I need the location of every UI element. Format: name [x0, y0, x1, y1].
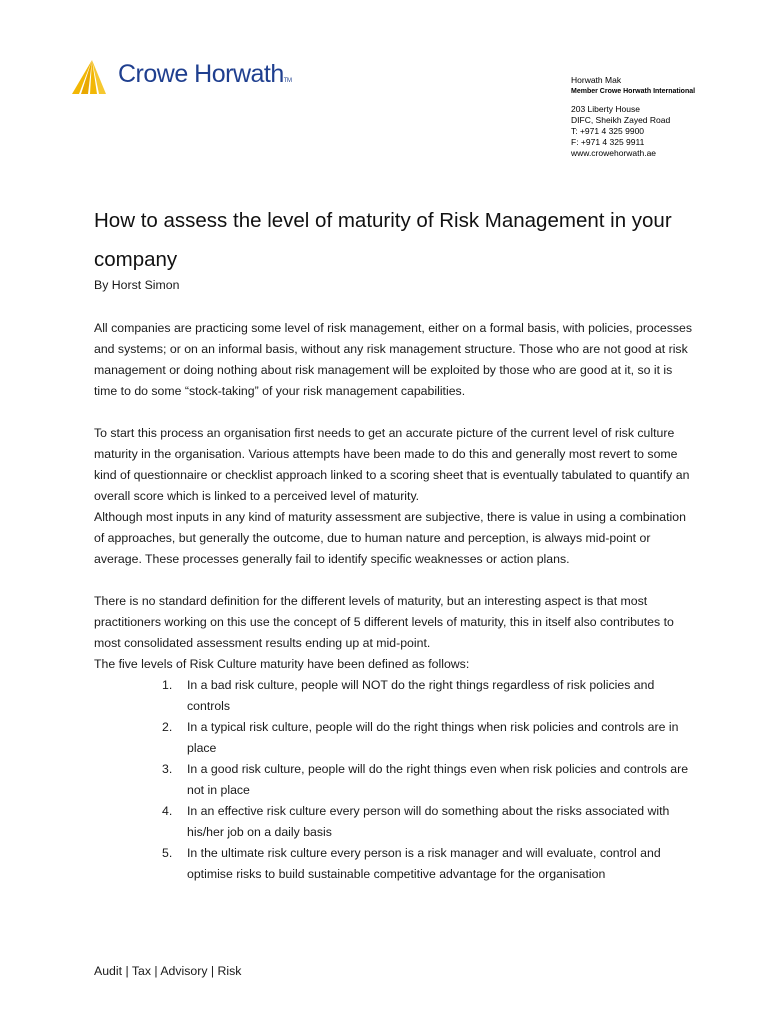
document-title: How to assess the level of maturity of Risk Management in your company	[94, 209, 672, 271]
list-item	[94, 675, 694, 717]
list-number: 1.	[162, 678, 173, 692]
author-byline: By Horst Simon	[94, 278, 180, 292]
address-line-1: 203 Liberty House	[571, 104, 640, 114]
member-line: Member Crowe Horwath International	[571, 88, 696, 95]
paragraph: All companies are practicing some level of risk management, either on a formal basis, with policies, processes and systems; or on an informal basis, without any risk management structure. Those who are not good at risk management or doing nothing about risk management will be exploited by those who are good at it, so it is time to do some “stock-taking” of your risk management capabilities.	[94, 321, 693, 398]
list-number: 3.	[162, 762, 173, 776]
list-item-text: In an effective risk culture every person will do something about the risks associated with his/her job on a daily basis	[187, 804, 670, 839]
paragraph: The five levels of Risk Culture maturity have been defined as follows:	[94, 657, 470, 671]
list-number: 5.	[162, 846, 173, 860]
list-item-text: In the ultimate risk culture every person is a risk manager and will evaluate, control and optimise risks to build sustainable competitive advantage for the organisation	[187, 846, 661, 881]
chevron-fan-icon	[70, 58, 114, 96]
maturity-levels-list	[94, 675, 694, 885]
office-address-block	[571, 75, 695, 159]
list-number: 2.	[162, 720, 173, 734]
footer-services: Audit | Tax | Advisory | Risk	[94, 964, 242, 978]
list-item	[94, 801, 694, 843]
company-logo	[70, 58, 300, 98]
firm-name: Horwath Mak	[571, 75, 622, 85]
website-link[interactable]: www.crowehorwath.ae	[571, 148, 657, 158]
paragraph: To start this process an organisation first needs to get an accurate picture of the current level of risk culture maturity in the organisation. Various attempts have been made to do this and generally most revert to some kind of questionnaire or checklist approach linked to a scoring sheet that is eventually tabulated to quantify an overall score which is linked to a perceived level of maturity.	[94, 426, 690, 503]
fax-number: F: +971 4 325 9911	[571, 137, 645, 147]
phone-number: T: +971 4 325 9900	[571, 126, 645, 136]
list-item	[94, 759, 694, 801]
list-item	[94, 717, 694, 759]
list-item-text: In a bad risk culture, people will NOT do the right things regardless of risk policies and controls	[187, 678, 655, 713]
logo-wordmark: Crowe HorwathTM	[118, 60, 292, 88]
list-item	[94, 843, 694, 885]
list-item-text: In a good risk culture, people will do the right things even when risk policies and controls are not in place	[187, 762, 689, 797]
address-line-2: DIFC, Sheikh Zayed Road	[571, 115, 671, 125]
list-item-text: In a typical risk culture, people will do the right things when risk policies and controls are in place	[187, 720, 679, 755]
paragraph: Although most inputs in any kind of maturity assessment are subjective, there is value in using a combination of approaches, but generally the outcome, due to human nature and perception, is always mid-point or average. These processes generally fail to identify specific weaknesses or action plans.	[94, 510, 686, 566]
list-number: 4.	[162, 804, 173, 818]
article-body	[94, 318, 694, 885]
paragraph: There is no standard definition for the different levels of maturity, but an interesting aspect is that most practitioners working on this use the concept of 5 different levels of maturity, this in itself also contributes to most consolidated assessment results ending up at mid-point.	[94, 594, 674, 650]
